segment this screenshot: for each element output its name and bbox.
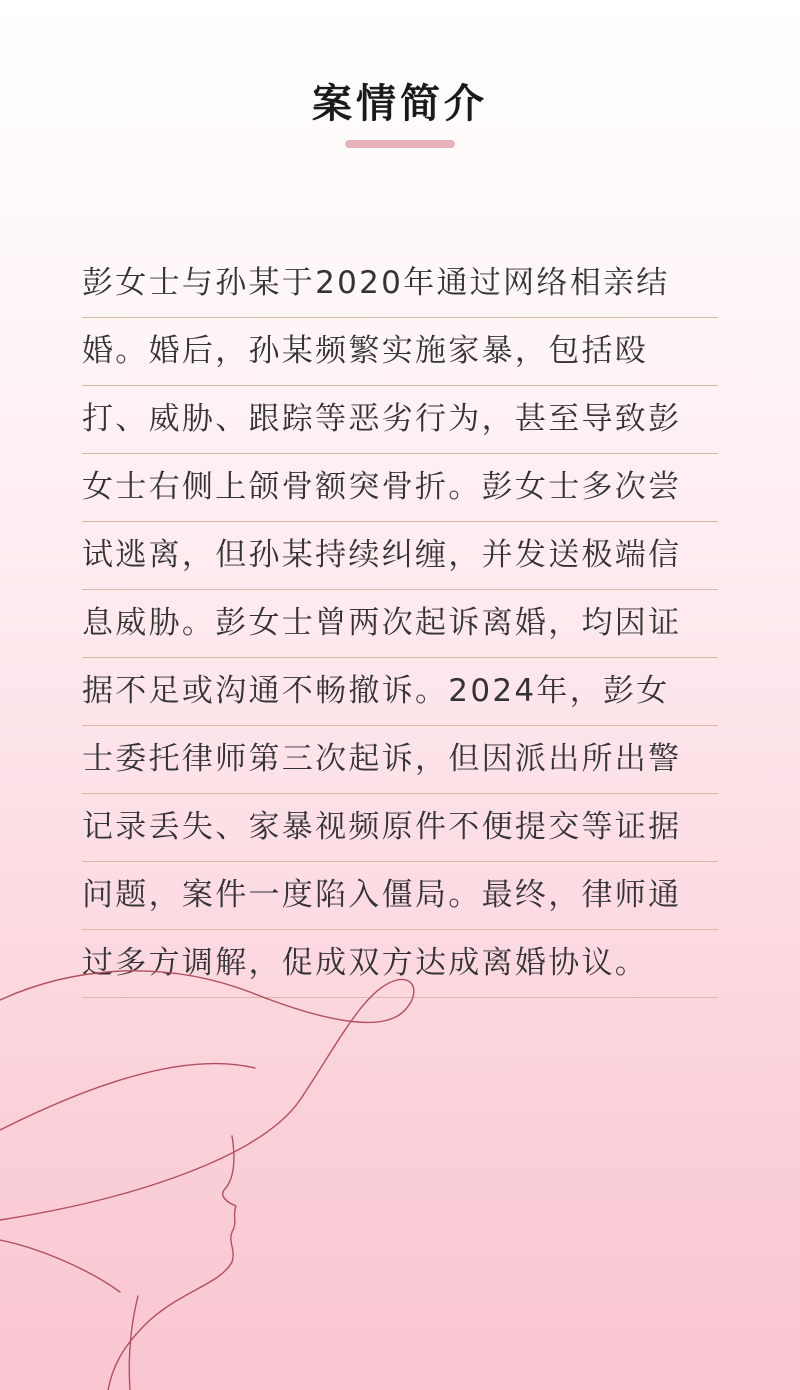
- text-line: 记录丢失、家暴视频原件不便提交等证据: [82, 794, 718, 862]
- text-line: 过多方调解，促成双方达成离婚协议。: [82, 930, 718, 998]
- title-underline: [345, 140, 455, 148]
- text-line: 据不足或沟通不畅撤诉。2024年，彭女: [82, 658, 718, 726]
- hat-brim-line: [0, 971, 414, 1220]
- hat-crown-line: [0, 1064, 255, 1130]
- neck-line: [129, 1296, 138, 1390]
- page-title: 案情简介: [312, 81, 488, 127]
- woman-with-hat-illustration: [0, 940, 800, 1390]
- text-line: 婚。婚后，孙某频繁实施家暴，包括殴: [82, 318, 718, 386]
- text-line: 女士右侧上颌骨额突骨折。彭女士多次尝: [82, 454, 718, 522]
- case-summary-text: [82, 250, 718, 998]
- face-profile-line: [108, 1136, 236, 1390]
- text-line: 试逃离，但孙某持续纠缠，并发送极端信: [82, 522, 718, 590]
- text-line: 息威胁。彭女士曾两次起诉离婚，均因证: [82, 590, 718, 658]
- text-line: 打、威胁、跟踪等恶劣行为，甚至导致彭: [82, 386, 718, 454]
- shoulder-line: [0, 1240, 120, 1292]
- text-line: 彭女士与孙某于2020年通过网络相亲结: [82, 250, 718, 318]
- text-line: 士委托律师第三次起诉，但因派出所出警: [82, 726, 718, 794]
- text-line: 问题，案件一度陷入僵局。最终，律师通: [82, 862, 718, 930]
